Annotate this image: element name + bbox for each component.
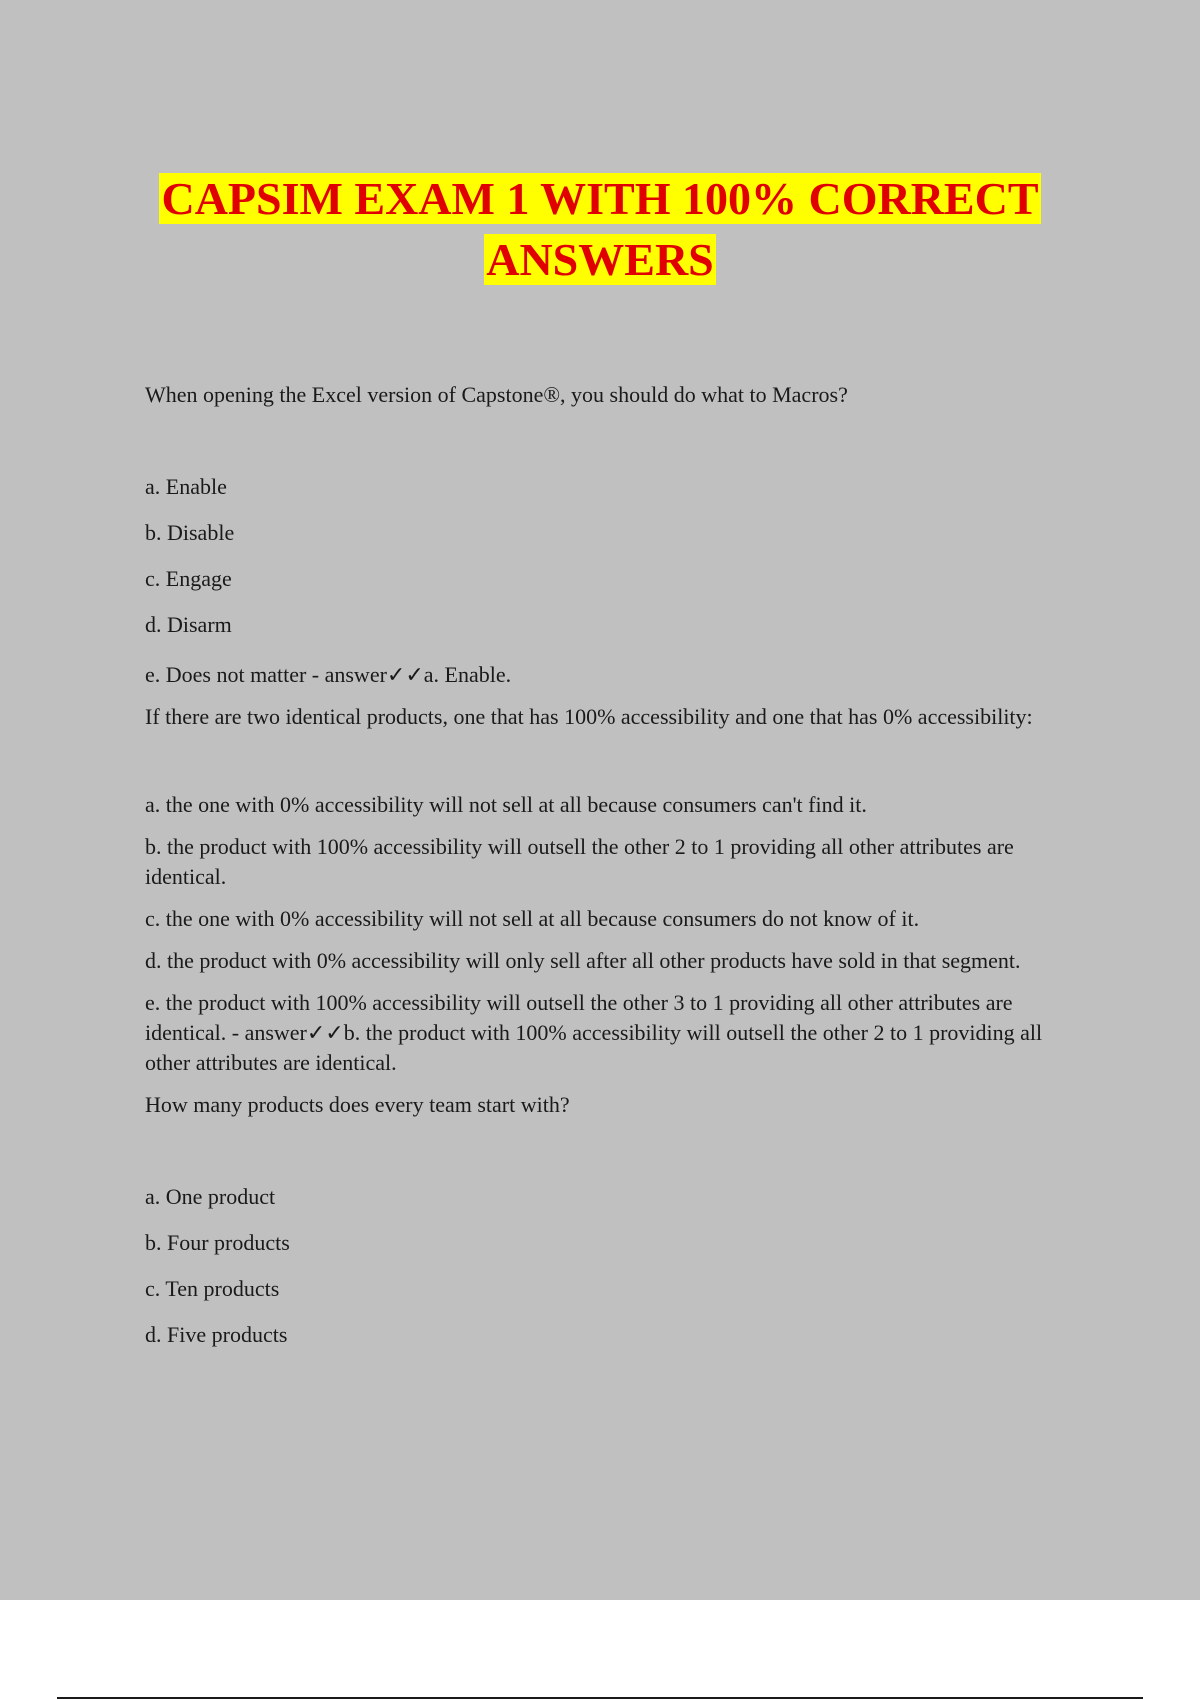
question-3-option-b: b. Four products [145, 1230, 290, 1255]
question-2-option-a: a. the one with 0% accessibility will not sell at all because consumers can't find it. [145, 792, 867, 817]
question-1-option-b: b. Disable [145, 520, 235, 545]
question-1-option-d: d. Disarm [145, 612, 232, 637]
title-line-1: CAPSIM EXAM 1 WITH 100% CORRECT [161, 173, 1039, 224]
document-body [145, 380, 1080, 1366]
question-2-text: If there are two identical products, one that has 100% accessibility and one that has 0% accessibility: [145, 704, 1033, 729]
question-1-option-e-answer: e. Does not matter - answer✓✓a. Enable. [145, 662, 512, 687]
question-3-text: How many products does every team start with? [145, 1092, 570, 1117]
title-line-2: ANSWERS [486, 234, 714, 285]
question-2-option-e-answer: e. the product with 100% accessibility will outsell the other 3 to 1 providing all other attributes are identical. - answer✓✓b. the product with 100% accessibility will outsell the other 2 to 1 providing all other attributes are identical. [145, 990, 1043, 1075]
question-2-option-b: b. the product with 100% accessibility will outsell the other 2 to 1 providing all other attributes are identical. [145, 834, 1014, 889]
question-2-option-d: d. the product with 0% accessibility will only sell after all other products have sold in that segment. [145, 948, 1021, 973]
question-3-option-a: a. One product [145, 1184, 276, 1209]
question-1-text: When opening the Excel version of Capstone®, you should do what to Macros? [145, 382, 848, 407]
question-1-option-c: c. Engage [145, 566, 232, 591]
question-1-option-a: a. Enable [145, 474, 227, 499]
question-3-option-c: c. Ten products [145, 1276, 280, 1301]
document-title [0, 168, 1200, 290]
question-2-option-c: c. the one with 0% accessibility will not sell at all because consumers do not know of it. [145, 906, 920, 931]
question-3-option-d: d. Five products [145, 1322, 288, 1347]
footer-divider [57, 1697, 1143, 1699]
